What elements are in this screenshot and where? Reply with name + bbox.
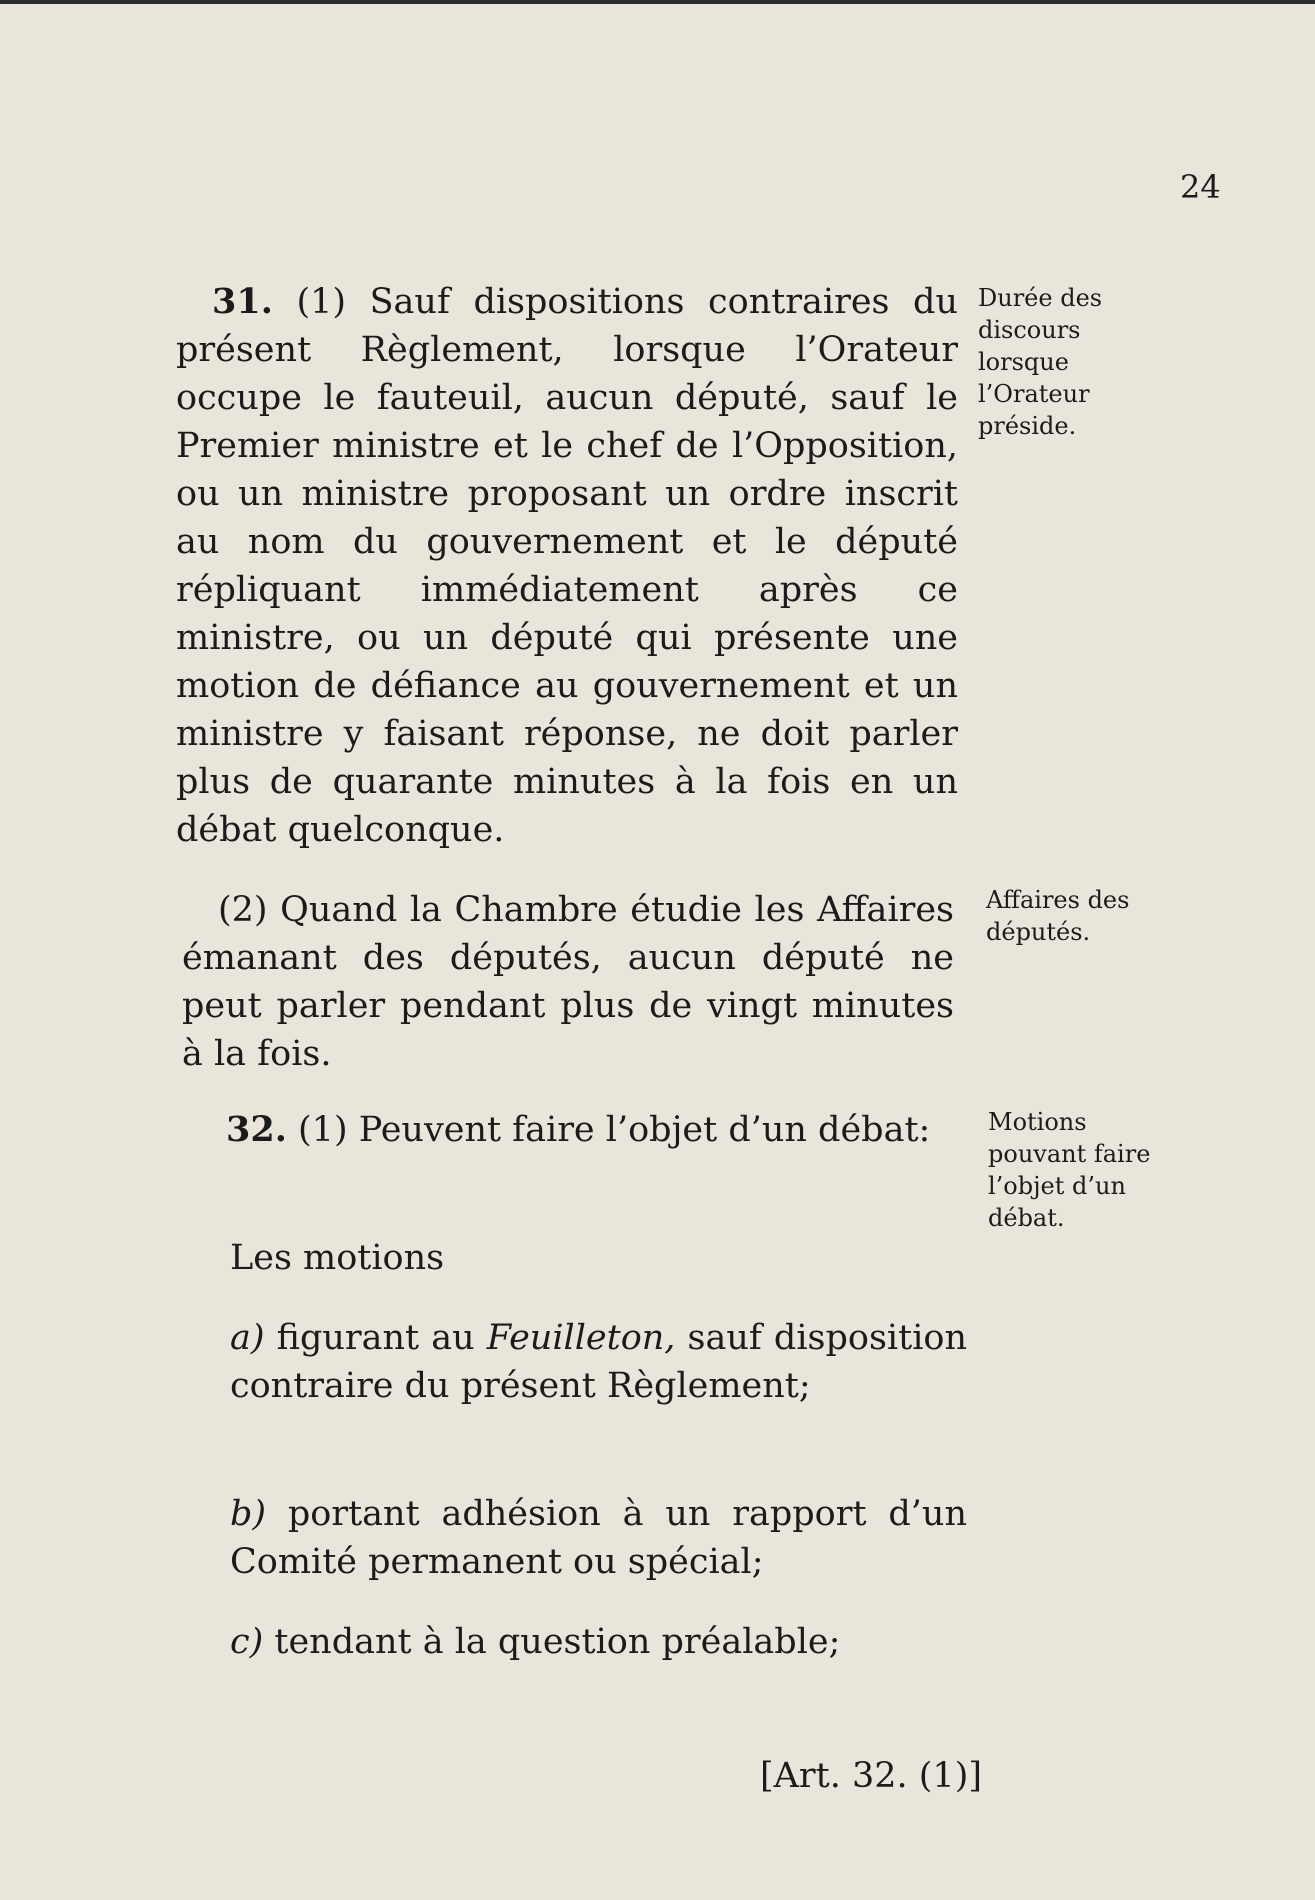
top-edge-bar: [0, 0, 1315, 4]
margin-note-motions: Motions pouvant faire l’objet d’un débat.: [988, 1108, 1151, 1232]
rule-31-paragraph-1: [176, 278, 958, 854]
item-a-before: figurant au: [264, 1318, 487, 1358]
margin-note-duree: Durée des discours lorsque l’Orateur préside.: [978, 284, 1103, 440]
item-b-text: portant adhésion à un rapport d’un Comité permanent ou spécial;: [230, 1494, 967, 1582]
item-a-after: sauf disposition contraire du présent Règlement;: [230, 1318, 968, 1406]
item-c: [230, 1618, 967, 1666]
item-c-letter: c): [230, 1622, 264, 1662]
rule-32-number: 32.: [226, 1109, 287, 1150]
motions-intro: Les motions: [230, 1238, 445, 1278]
rule-31-paragraph-2: (2) Quand la Chambre étudie les Affaires émanant des députés, aucun député ne peut parler pendant plus de vingt minutes à la fois.: [182, 890, 954, 1074]
item-a-letter: a): [230, 1318, 265, 1358]
item-b-letter: b): [230, 1494, 267, 1534]
item-a: [230, 1314, 967, 1410]
rule-32-para1-text: (1) Peuvent faire l’objet d’un débat:: [286, 1110, 931, 1150]
item-a-italic: Feuilleton,: [486, 1318, 676, 1358]
item-b: [230, 1490, 967, 1586]
margin-note-affaires: Affaires des députés.: [986, 886, 1130, 946]
footer-article-reference: [Art. 32. (1)]: [760, 1756, 982, 1796]
item-c-text: tendant à la question préalable;: [263, 1622, 841, 1662]
page-number: 24: [1180, 168, 1221, 206]
rule-32-paragraph-1: [226, 1106, 966, 1154]
rule-31-para1-text: (1) Sauf dispositions contraires du présent Règlement, lorsque l’Orateur occupe le fauteuil, aucun député, sauf le Premier ministre et le chef de l’Opposition, ou un ministre proposant un ordre inscrit au nom du gouvernement et le député répliquant immédiatement après ce ministre, ou un député qui présente une motion de défiance au gouvernement et un ministre y faisant réponse, ne doit parler plus de quarante minutes à la fois en un débat quelconque.: [176, 282, 958, 850]
rule-31-number: 31.: [212, 281, 273, 322]
